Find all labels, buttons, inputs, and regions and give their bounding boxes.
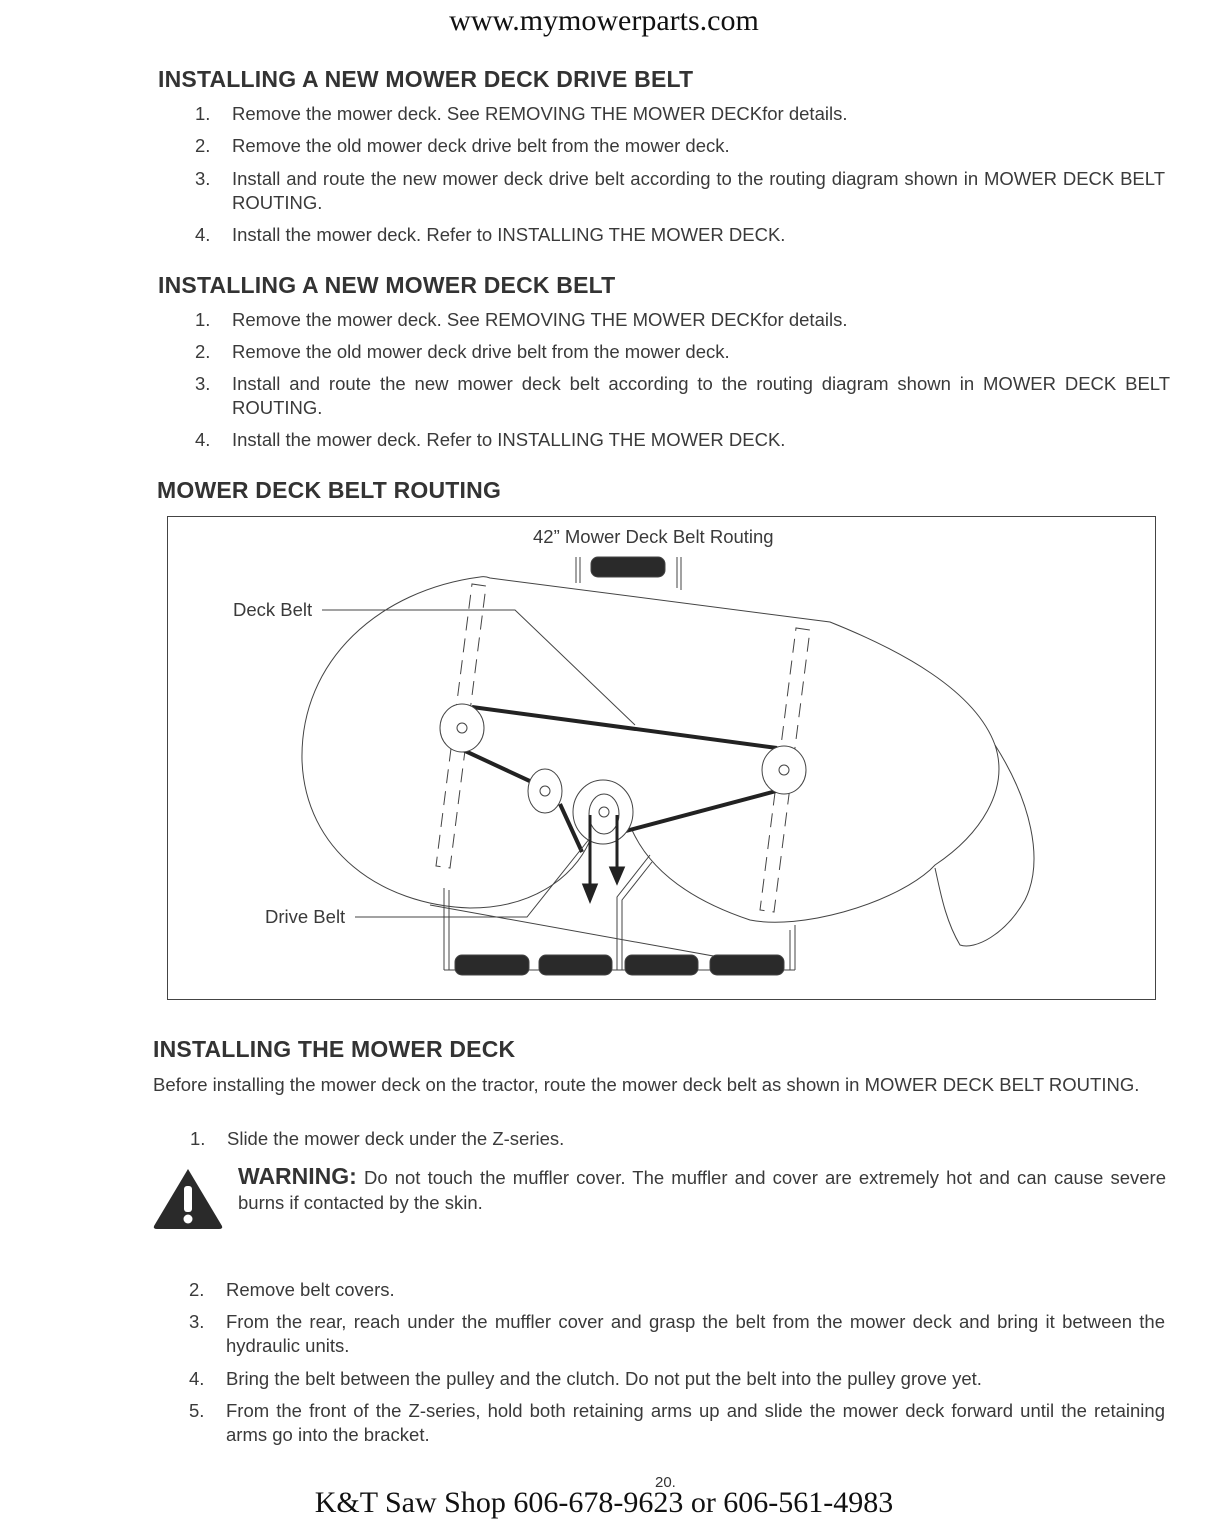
drive-belt-label: Drive Belt [265,906,346,927]
section-title: INSTALLING A NEW MOWER DECK DRIVE BELT [158,66,694,92]
pulleys [440,704,806,844]
item-text: Remove the old mower deck drive belt from the mower deck. [232,341,730,362]
leader-lines [322,610,635,917]
item-number: 4. [195,429,211,450]
item-number: 3. [195,373,211,394]
warning-triangle-icon [151,1166,225,1230]
item-text: Bring the belt between the pulley and the clutch. Do not put the belt into the pulley grove yet. [226,1368,982,1389]
item-number: 1. [190,1128,206,1149]
top-roller [576,557,681,590]
item-text: Install the mower deck. Refer to INSTALLING THE MOWER DECK. [232,429,786,450]
item-text: Slide the mower deck under the Z-series. [227,1128,565,1149]
deck-belt-label: Deck Belt [233,599,313,620]
section-title: MOWER DECK BELT ROUTING [157,477,502,503]
blade-spindle-dashed [436,584,810,912]
item-text: Install and route the new mower deck drive belt according to the routing diagram shown in MOWER DECK BELT ROUTING. [232,168,1165,213]
front-rollers [455,955,784,975]
section-title: INSTALLING THE MOWER DECK [153,1036,516,1062]
item-text: Remove the mower deck. See REMOVING THE MOWER DECKfor details. [232,103,848,124]
item-number: 3. [195,168,211,189]
header-site-url: www.mymowerparts.com [449,4,759,37]
deck-outline [302,577,1034,968]
item-text: From the front of the Z-series, hold both retaining arms up and slide the mower deck forward until the retaining arms go into the bracket. [226,1400,1165,1445]
warning-text [238,1164,1166,1215]
item-text: Remove belt covers. [226,1279,395,1300]
diagram-title: 42” Mower Deck Belt Routing [533,526,774,547]
item-number: 4. [189,1368,205,1389]
item-number: 4. [195,224,211,245]
item-number: 5. [189,1400,205,1421]
page-number: 20. [655,1474,676,1491]
item-text: From the rear, reach under the muffler cover and grasp the belt from the mower deck and bring it between the hydraulic units. [226,1311,1165,1356]
item-text: Remove the old mower deck drive belt from the mower deck. [232,135,730,156]
section-title: INSTALLING A NEW MOWER DECK BELT [158,272,616,298]
item-text: Install the mower deck. Refer to INSTALLING THE MOWER DECK. [232,224,786,245]
item-text: Remove the mower deck. See REMOVING THE MOWER DECKfor details. [232,309,848,330]
item-number: 2. [195,135,211,156]
item-number: 1. [195,309,211,330]
item-number: 1. [195,103,211,124]
warning-label: WARNING: [238,1163,357,1189]
warning-message: Do not touch the muffler cover. The muffler and cover are extremely hot and can cause severe burns if contacted by the skin. [238,1167,1166,1213]
item-number: 2. [189,1279,205,1300]
item-number: 2. [195,341,211,362]
item-number: 3. [189,1311,205,1332]
intro-paragraph: Before installing the mower deck on the tractor, route the mower deck belt as shown in MOWER DECK BELT ROUTING. [153,1074,1140,1095]
item-text: Install and route the new mower deck belt according to the routing diagram shown in MOWER DECK BELT ROUTING. [232,373,1170,418]
footer-contact: K&T Saw Shop 606-678-9623 or 606-561-4983 [314,1486,894,1519]
